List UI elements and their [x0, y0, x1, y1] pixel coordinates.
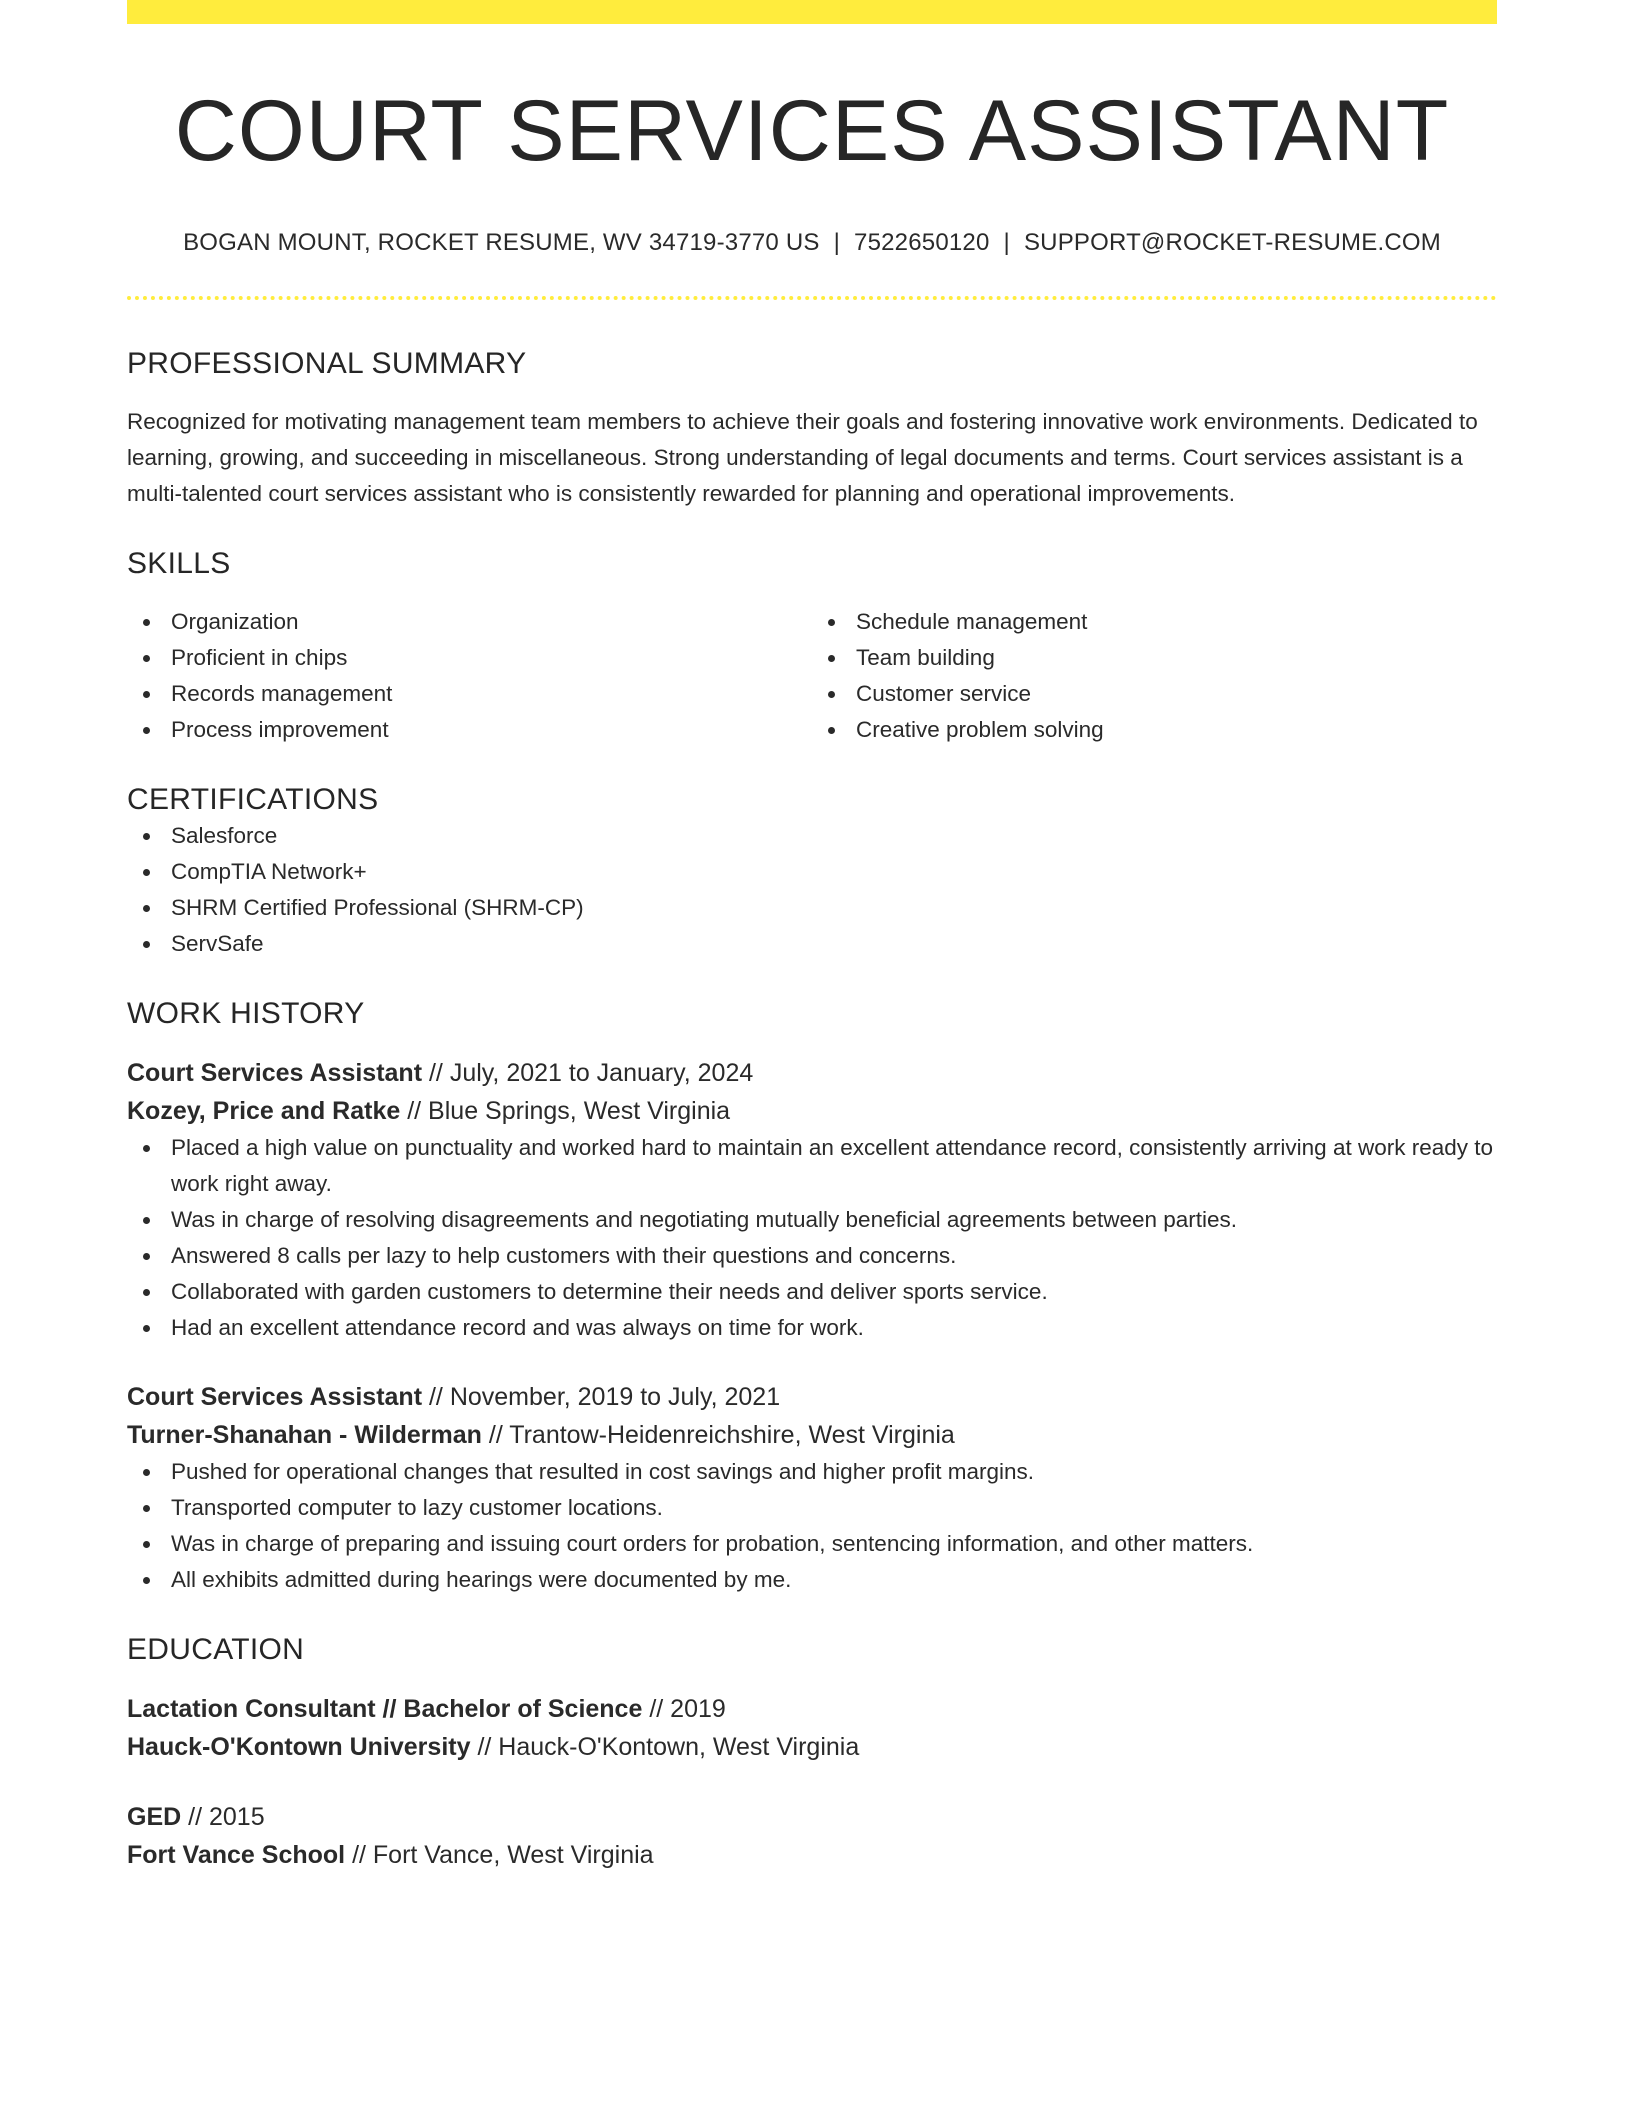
contact-separator: |: [1003, 228, 1010, 256]
job-bullet: Collaborated with garden customers to determine their needs and deliver sports service.: [171, 1274, 1497, 1310]
section-title-skills: SKILLS: [127, 546, 231, 580]
skill-item: Team building: [856, 640, 1497, 676]
job-company: Turner-Shanahan - Wilderman: [127, 1420, 482, 1449]
education-school-line: [127, 1836, 1497, 1874]
job-bullet-list: [127, 1130, 1497, 1346]
skill-item: Records management: [171, 676, 812, 712]
education-entry: [127, 1798, 1497, 1874]
job-bullet: Was in charge of resolving disagreements and negotiating mutually beneficial agreements between parties.: [171, 1202, 1497, 1238]
skills-grid: [127, 604, 1497, 748]
skill-item: Proficient in chips: [171, 640, 812, 676]
education-location: // Fort Vance, West Virginia: [352, 1840, 654, 1869]
resume-page: [127, 0, 1497, 1874]
skill-item: Process improvement: [171, 712, 812, 748]
education-degree-line: [127, 1690, 1497, 1728]
skill-item: Customer service: [856, 676, 1497, 712]
job-location: // Trantow-Heidenreichshire, West Virginia: [488, 1420, 955, 1449]
summary-text: Recognized for motivating management team members to achieve their goals and fostering innovative work environments. Dedicated to learning, growing, and succeeding in miscellaneous. Strong understanding of legal documents and terms. Court services assistant is a multi-talented court services assistant who is consistently rewarded for planning and operational improvements.: [127, 408, 1478, 506]
job-company-line: [127, 1092, 1497, 1130]
education-degree: GED: [127, 1802, 182, 1831]
job-bullet: Placed a high value on punctuality and worked hard to maintain an excellent attendance record, consistently arriving at work ready to work right away.: [171, 1130, 1497, 1202]
job-role-line: [127, 1054, 1497, 1092]
skills-list-left: [127, 604, 812, 748]
contact-separator: |: [833, 228, 841, 256]
job-company-line: [127, 1416, 1497, 1454]
job-entry: [127, 1054, 1497, 1346]
job-bullet: Answered 8 calls per lazy to help customers with their questions and concerns.: [171, 1238, 1497, 1274]
skill-item: Schedule management: [856, 604, 1497, 640]
certification-item: ServSafe: [171, 926, 1497, 962]
education-location: // Hauck-O'Kontown, West Virginia: [477, 1732, 860, 1761]
certification-item: Salesforce: [171, 818, 1497, 854]
skill-item: Organization: [171, 604, 812, 640]
job-bullet-list: [127, 1454, 1497, 1598]
job-bullet: All exhibits admitted during hearings were documented by me.: [171, 1562, 1497, 1598]
contact-line: [127, 229, 1497, 258]
section-title-certifications: CERTIFICATIONS: [127, 782, 379, 816]
job-company: Kozey, Price and Ratke: [127, 1096, 401, 1125]
skills-list-right: [812, 604, 1497, 748]
certification-item: SHRM Certified Professional (SHRM-CP): [171, 890, 1497, 926]
education-degree: Lactation Consultant // Bachelor of Science: [127, 1694, 643, 1723]
education-degree-line: [127, 1798, 1497, 1836]
job-dates: // July, 2021 to January, 2024: [428, 1058, 754, 1087]
education-year: // 2015: [188, 1802, 265, 1831]
job-role: Court Services Assistant: [127, 1382, 423, 1411]
education-year: // 2019: [649, 1694, 726, 1723]
job-entry: [127, 1378, 1497, 1598]
contact-phone: 7522650120: [854, 228, 990, 256]
job-role-line: [127, 1378, 1497, 1416]
job-dates: // November, 2019 to July, 2021: [428, 1382, 781, 1411]
job-bullet: Pushed for operational changes that resulted in cost savings and higher profit margins.: [171, 1454, 1497, 1490]
resume-name: COURT SERVICES ASSISTANT: [174, 83, 1450, 179]
job-bullet: Had an excellent attendance record and was always on time for work.: [171, 1310, 1497, 1346]
section-title-work-history: WORK HISTORY: [127, 996, 365, 1030]
job-location: // Blue Springs, West Virginia: [407, 1096, 731, 1125]
section-title-education: EDUCATION: [127, 1632, 305, 1666]
education-entry: [127, 1690, 1497, 1766]
contact-email: SUPPORT@ROCKET-RESUME.COM: [1023, 228, 1441, 256]
dotted-divider: [127, 296, 1497, 300]
job-role: Court Services Assistant: [127, 1058, 423, 1087]
certifications-list: [127, 818, 1497, 962]
top-accent-bar: [127, 0, 1497, 24]
skill-item: Creative problem solving: [856, 712, 1497, 748]
skills-column-left: [127, 604, 812, 748]
job-bullet: Was in charge of preparing and issuing court orders for probation, sentencing information, and other matters.: [171, 1526, 1497, 1562]
certification-item: CompTIA Network+: [171, 854, 1497, 890]
education-school: Hauck-O'Kontown University: [127, 1732, 471, 1761]
contact-address: BOGAN MOUNT, ROCKET RESUME, WV 34719-3770 US: [183, 228, 820, 256]
education-school: Fort Vance School: [127, 1840, 346, 1869]
section-title-summary: PROFESSIONAL SUMMARY: [127, 346, 527, 380]
skills-column-right: [812, 604, 1497, 748]
job-bullet: Transported computer to lazy customer locations.: [171, 1490, 1497, 1526]
education-school-line: [127, 1728, 1497, 1766]
